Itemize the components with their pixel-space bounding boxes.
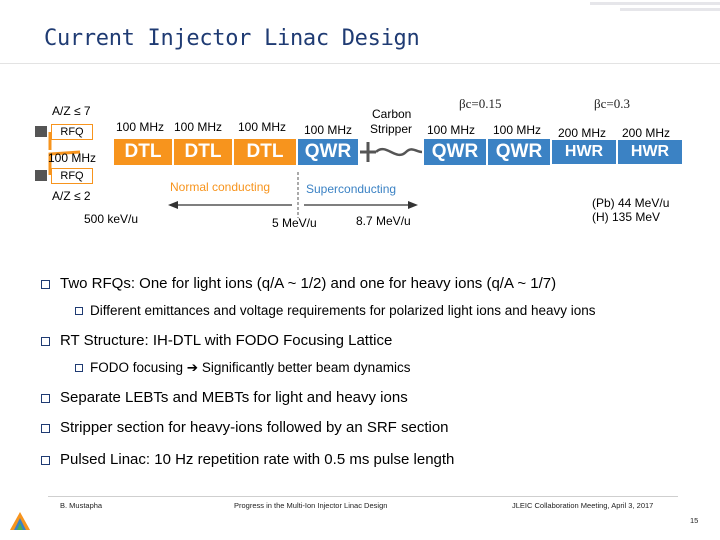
- beta-label-1: βc=0.15: [459, 96, 502, 111]
- az-bottom-label: A/Z ≤ 2: [52, 189, 91, 203]
- qwr-block-3: QWR: [488, 139, 550, 165]
- bullet-item: RT Structure: IH-DTL with FODO Focusing Lattice: [60, 332, 393, 349]
- hwr-block-2: HWR: [618, 140, 682, 164]
- superconducting-label: Superconducting: [306, 182, 397, 196]
- lab-logo-icon: [8, 510, 32, 534]
- carbon-label: Carbon: [372, 107, 412, 121]
- bullet-item: Two RFQs: One for light ions (q/A ~ 1/2) and one for heavy ions (q/A ~ 1/7): [60, 275, 557, 292]
- freq-label: 100 MHz: [427, 123, 476, 137]
- az-top-label: A/Z ≤ 7: [52, 104, 91, 118]
- dtl-block-1: DTL: [114, 139, 172, 165]
- bullet-box-icon: [41, 280, 50, 289]
- footer-talk-title: Progress in the Multi-Ion Injector Linac Design: [234, 501, 388, 510]
- qwr-block-2: QWR: [424, 139, 486, 165]
- bullet-item: Pulsed Linac: 10 Hz repetition rate with 0.5 ms pulse length: [60, 451, 455, 468]
- freq-label: 200 MHz: [622, 126, 671, 140]
- bullet-box-icon: [41, 456, 50, 465]
- bullet-item: Stripper section for heavy-ions followed by an SRF section: [60, 419, 449, 436]
- footer-divider: [48, 496, 678, 497]
- freq-label: 200 MHz: [558, 126, 607, 140]
- energy-start: 500 keV/u: [84, 212, 139, 226]
- energy-strip: 8.7 MeV/u: [356, 214, 411, 228]
- page-number: 15: [690, 516, 699, 525]
- slide-title: Current Injector Linac Design: [44, 26, 420, 51]
- energy-pb: (Pb) 44 MeV/u: [592, 196, 670, 210]
- bullet-box-icon: [75, 307, 83, 315]
- beta-label-2: βc=0.3: [594, 96, 630, 111]
- bullet-item: Separate LEBTs and MEBTs for light and heavy ions: [60, 389, 408, 406]
- footer-meeting: JLEIC Collaboration Meeting, April 3, 2017: [512, 501, 654, 510]
- bullet-box-icon: [75, 364, 83, 372]
- freq-label: 100 MHz: [304, 123, 353, 137]
- freq-label: 100 MHz: [116, 120, 165, 134]
- energy-h: (H) 135 MeV: [592, 210, 661, 224]
- sub-bullet-item: FODO focusing ➔ Significantly better beam dynamics: [90, 360, 411, 375]
- rfq-bottom: RFQ: [51, 168, 93, 184]
- qwr-block-1: QWR: [298, 139, 358, 165]
- footer-author: B. Mustapha: [60, 501, 103, 510]
- freq-label: 100 MHz: [493, 123, 542, 137]
- dtl-block-3: DTL: [234, 139, 296, 165]
- bullet-box-icon: [41, 424, 50, 433]
- bullet-box-icon: [41, 394, 50, 403]
- normal-conducting-label: Normal conducting: [170, 180, 271, 194]
- dtl-block-2: DTL: [174, 139, 232, 165]
- rfq-frequency: 100 MHz: [48, 151, 97, 165]
- hwr-block-1: HWR: [552, 140, 616, 164]
- freq-label: 100 MHz: [174, 120, 223, 134]
- energy-mid: 5 MeV/u: [272, 216, 317, 230]
- bullet-box-icon: [41, 337, 50, 346]
- freq-label: 100 MHz: [238, 120, 287, 134]
- rfq-top: RFQ: [51, 124, 93, 140]
- sub-bullet-item: Different emittances and voltage requirements for polarized light ions and heavy ions: [90, 303, 596, 318]
- stripper-label: Stripper: [370, 122, 413, 136]
